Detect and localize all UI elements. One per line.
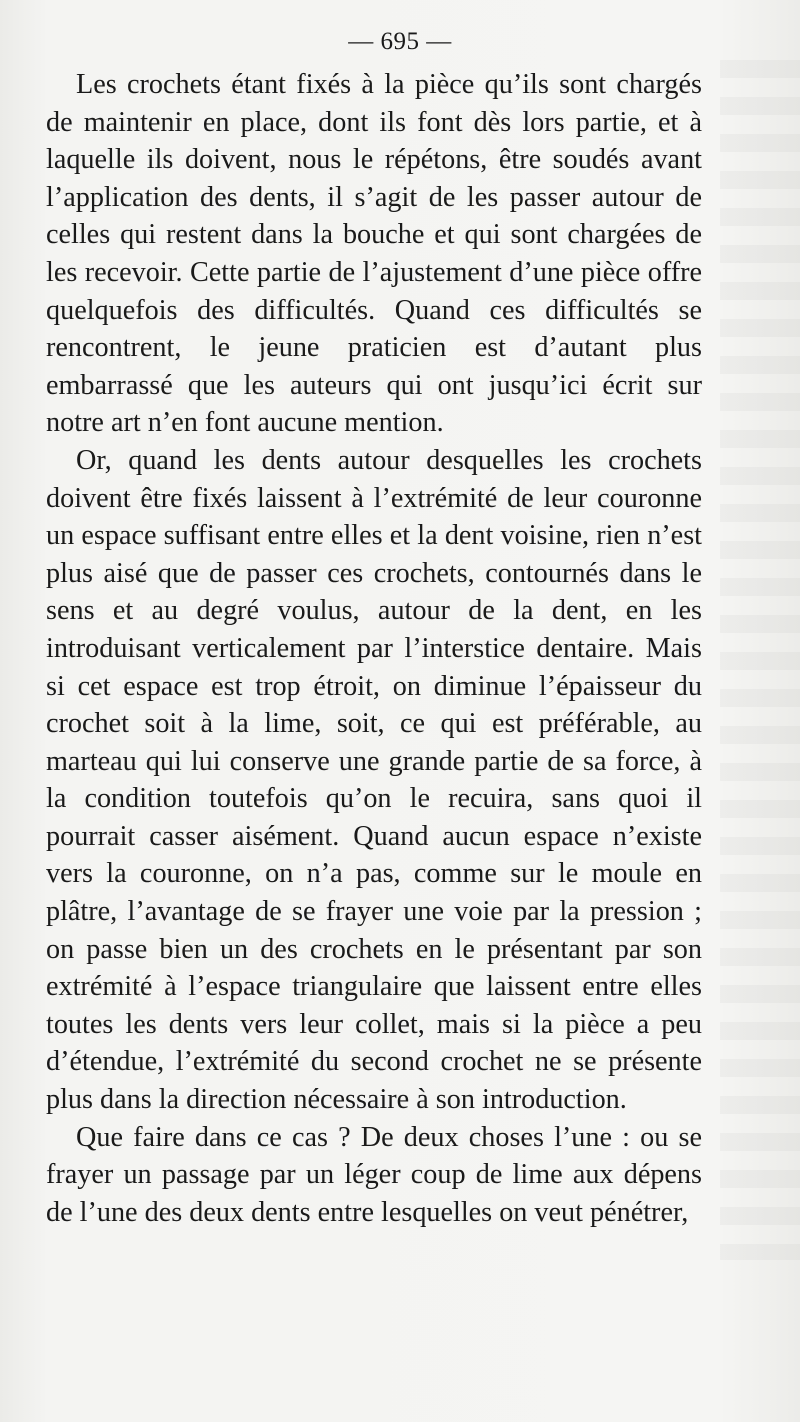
- body-text: [46, 66, 702, 1231]
- paragraph-3: Que faire dans ce cas ? De deux choses l’une : ou se frayer un passage par un léger coup de lime aux dépens de l’une des deux dents entre lesquelles on veut pénétrer,: [46, 1121, 702, 1228]
- show-through-shadow: [720, 60, 800, 1260]
- paragraph-1: Les crochets étant fixés à la pièce qu’ils sont chargés de maintenir en place, dont ils font dès lors partie, et à laquelle ils doivent, nous le répétons, être soudés avant l’application des dents, il s’agit de les passer autour de celles qui restent dans la bouche et qui sont chargées de les recevoir. Cette partie de l’ajustement d’une pièce offre quelquefois des difficultés. Quand ces difficultés se rencontrent, le jeune praticien est d’autant plus embarrassé que les auteurs qui ont jusqu’ici écrit sur notre art n’en font aucune mention.: [46, 69, 702, 439]
- paragraph-2: Or, quand les dents autour desquelles les crochets doivent être fixés laissent à l’extrémité de leur couronne un espace suffisant entre elles et la dent voisine, rien n’est plus aisé que de passer ces crochets, contournés dans le sens et au degré voulus, autour de la dent, en les introduisant verticalement par l’interstice dentaire. Mais si cet espace est trop étroit, on diminue l’épaisseur du crochet soit à la lime, soit, ce qui est préférable, au marteau qui lui conserve une grande partie de sa force, à la condition toutefois qu’on le recuira, sans quoi il pourrait casser aisément. Quand aucun espace n’existe vers la couronne, on n’a pas, comme sur le moule en plâtre, l’avantage de se frayer une voie par la pression ; on passe bien un des crochets en le présentant par son extrémité à l’espace triangulaire que laissent entre elles toutes les dents vers leur collet, mais si la pièce a peu d’étendue, l’extrémité du second crochet ne se présente plus dans la direction nécessaire à son introduction.: [46, 444, 702, 1116]
- page-number: — 695 —: [348, 28, 452, 55]
